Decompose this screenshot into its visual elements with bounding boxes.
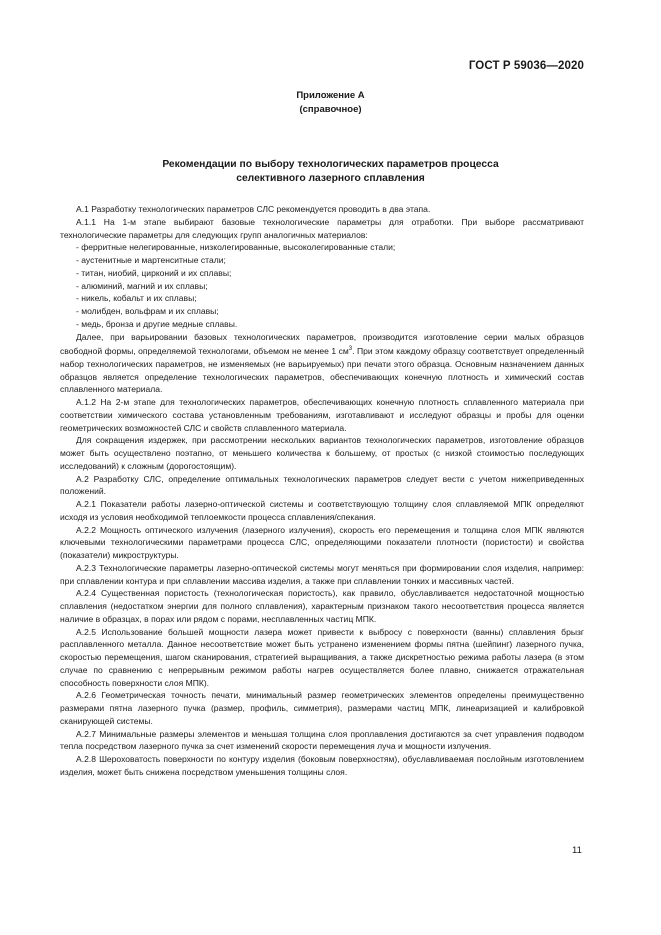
- section-title-line-1: Рекомендации по выбору технологических параметров процесса: [162, 159, 499, 170]
- page-number: 11: [572, 845, 582, 856]
- paragraph-reduce-costs: Для сокращения издержек, при рассмотрении нескольких вариантов технологических параметров, изготовление образцов может быть осуществлено поэтапно, от меньшего количества к большему, от простых (с низкой стоимостью последующих исследований) к сложным (дорогостоящим).: [60, 435, 584, 471]
- list-item: - аустенитные и мартенситные стали;: [60, 254, 584, 267]
- list-item: - алюминий, магний и их сплавы;: [60, 280, 584, 293]
- paragraph-further: [60, 331, 584, 397]
- paragraph-a2-8: А.2.8 Шероховатость поверхности по контуру изделия (боковым поверхностям), обуславливаемая послойным изготовлением изделия, может быть снижена посредством уменьшения толщины слоя.: [60, 754, 584, 777]
- document-body: [60, 203, 584, 779]
- paragraph-a2: А.2 Разработку СЛС, определение оптимальных технологических параметров следует вести с учетом нижеприведенных положений.: [60, 473, 584, 497]
- paragraph-a1-2: А.1.2 На 2-м этапе для технологических параметров, обеспечивающих конечную плотность сплавленного материала при соответствии химического состава установленным требованиям, изготавливают и исследуют образцы и пробы для оценки геометрических возможностей СЛС и свойств сплавленного материала.: [60, 397, 584, 433]
- paragraph-further-part-1: Далее, при варьировании базовых технологических параметров, производится изготовление серии малых образцов свободной формы, определяемой технологами, объемом не менее 1 см: [60, 331, 584, 357]
- list-item: - ферритные нелегированные, низколегированные, высоколегированные стали;: [60, 241, 584, 254]
- document-code: ГОСТ Р 59036—2020: [468, 60, 584, 72]
- paragraph-a1: А.1 Разработку технологических параметров СЛС рекомендуется проводить в два этапа.: [76, 204, 431, 214]
- paragraph-a2-3: А.2.3 Технологические параметры лазерно-оптической системы могут меняться при формировании слоя изделия, например: при сплавлении контура и при сплавлении массива изделия, а также при сплавлении тонких и массивных частей.: [60, 562, 584, 586]
- list-item: - молибден, вольфрам и их сплавы;: [60, 305, 584, 318]
- paragraph-further-part-2: . При этом каждому образцу соответствует определенный набор технологических параметров, не изменяемых (не варьируемых) при печати этого образца. Основным назначением данных образцов является определение технологических параметров, обеспечивающих конечную плотность и химический состав сплавленного материала.: [60, 346, 585, 395]
- list-item: - титан, ниобий, цирконий и их сплавы;: [60, 267, 584, 280]
- superscript-3: 3: [348, 346, 353, 353]
- appendix-heading: [0, 89, 661, 117]
- paragraph-a2-4: А.2.4 Существенная пористость (технологическая пористость), как правило, обуславливается недостаточной мощностью сплавления (недостатком энергии для полного сплавления), характерным признаком такого несоответствия процесса является наличие в образцах, в порах или рядом с порами, несплавленных частиц МПК.: [60, 588, 584, 624]
- list-item: - медь, бронза и другие медные сплавы.: [60, 318, 584, 331]
- paragraph-a2-6: А.2.6 Геометрическая точность печати, минимальный размер геометрических элементов определены преимущественно размерами пятна лазерного пучка (размер, профиль, симметрия), размерами частиц МПК, линеаризацией и калибровкой сканирующей системы.: [60, 690, 584, 726]
- materials-list: [60, 241, 584, 330]
- appendix-subtitle: (справочное): [299, 104, 362, 115]
- paragraph-a2-1: А.2.1 Показатели работы лазерно-оптической системы и соответствующую толщину слоя сплавляемой МПК определяют исходя из условия необходимой теплоемкости процесса сплавления/спекания.: [60, 499, 584, 522]
- appendix-title: Приложение А: [296, 90, 365, 101]
- paragraph-a1-1: А.1.1 На 1-м этапе выбирают базовые технологические параметры для отработки. При выборе рассматривают технологические параметры для следующих групп аналогичных материалов:: [60, 216, 584, 240]
- paragraph-a2-2: А.2.2 Мощность оптического излучения (лазерного излучения), скорость его перемещения и толщина слоя МПК являются ключевыми технологическими параметрами процесса СЛС, определяющими показатели плотности (пористости) и свойства (показатели) микроструктуры.: [60, 524, 584, 561]
- paragraph-a2-5: А.2.5 Использование большей мощности лазера может привести к выбросу с поверхности (ванны) сплавления брызг расплавленного металла. Данное несоответствие может быть устранено изменением формы пятна (шейпинг) лазерного пучка, скоростью перемещения, шагом сканирования, стратегией выращивания, а также дискретностью режима работы лазера (в этом случае по сравнению с непрерывным режимом работы нагрев осуществляется более плавно, снижается отражательная способность поверхности слоя МПК).: [60, 626, 584, 688]
- list-item: - никель, кобальт и их сплавы;: [60, 292, 584, 305]
- section-title-line-2: селективного лазерного сплавления: [236, 173, 425, 184]
- paragraph-a2-7: А.2.7 Минимальные размеры элементов и меньшая толщина слоя проплавления достигаются за счет управления подводом тепла посредством лазерного пучка за счет изменений скорости перемещения луча и мощности излучения.: [60, 728, 584, 752]
- section-title: [0, 158, 661, 186]
